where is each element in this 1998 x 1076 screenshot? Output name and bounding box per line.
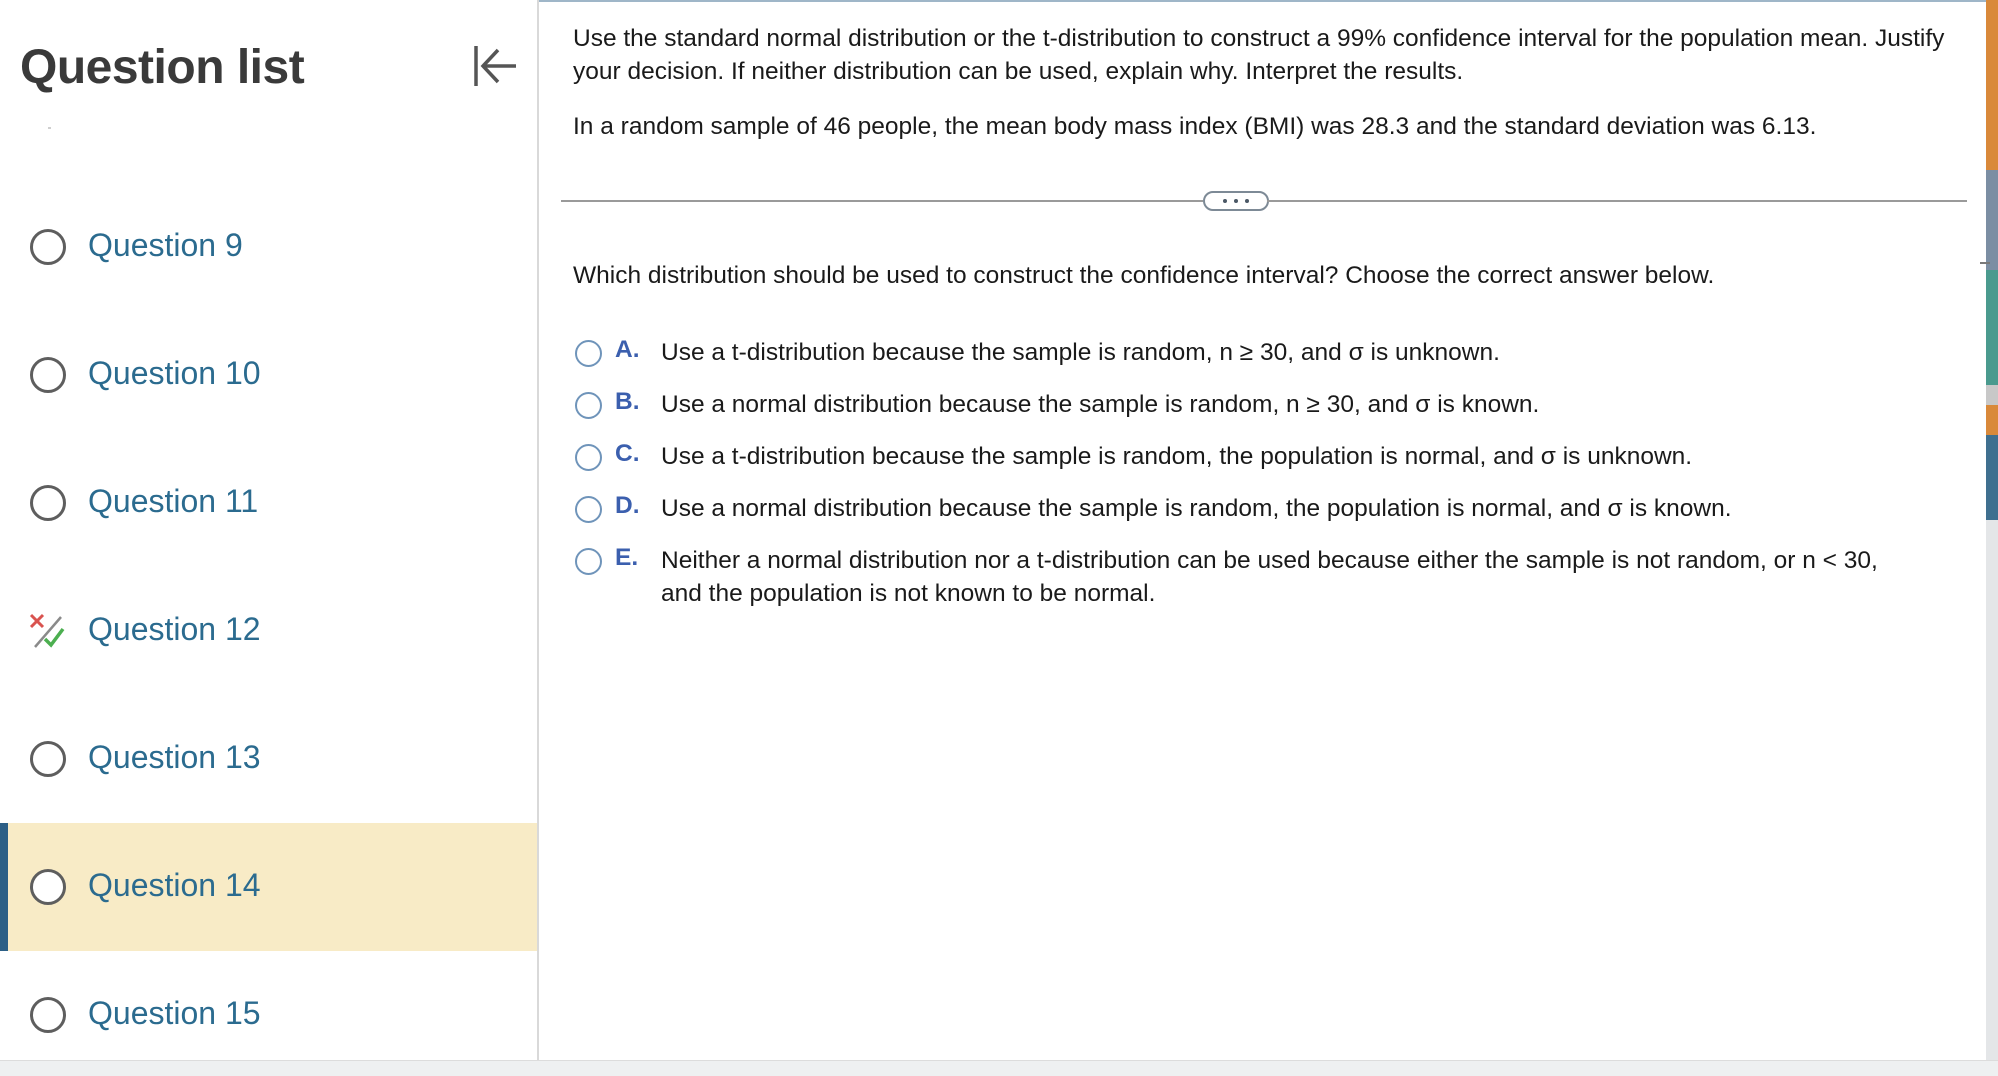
divider	[561, 200, 1203, 202]
option-radio[interactable]	[575, 444, 602, 471]
question-item-12[interactable]	[0, 567, 537, 695]
edge-segment	[1986, 170, 1998, 270]
question-label: Question 13	[88, 739, 261, 775]
question-label: Question 10	[88, 355, 261, 391]
option-text: Use a t-distribution because the sample is random, n ≥ 30, and σ is unknown.	[661, 339, 1500, 366]
bottom-bar	[0, 1060, 1998, 1076]
question-item-9[interactable]	[0, 183, 537, 311]
ellipsis-icon	[1234, 199, 1238, 203]
option-letter: E.	[615, 544, 639, 571]
edge-segment	[1986, 270, 1998, 385]
question-panel	[541, 0, 1963, 1060]
option-text: Use a t-distribution because the sample is random, the population is normal, and σ is unknown.	[661, 443, 1693, 470]
ellipsis-icon	[1223, 199, 1227, 203]
edge-segment	[1986, 405, 1998, 435]
option-radio[interactable]	[575, 392, 602, 419]
radio-empty-icon	[30, 997, 66, 1033]
sidebar-header	[0, 0, 539, 140]
option-letter: C.	[615, 440, 640, 467]
question-item-11[interactable]	[0, 439, 537, 567]
option-text: Use a normal distribution because the sample is random, n ≥ 30, and σ is known.	[661, 391, 1540, 418]
sidebar-title: Question list	[20, 41, 305, 94]
question-list-sidebar	[0, 0, 539, 1060]
question-label: Question 15	[88, 995, 261, 1031]
radio-empty-icon	[30, 229, 66, 265]
ellipsis-icon	[1245, 199, 1249, 203]
collapse-sidebar-button[interactable]	[466, 38, 522, 94]
question-item-14-current[interactable]	[0, 823, 537, 951]
edge-tick	[1980, 262, 1990, 264]
question-label: Question 11	[88, 483, 259, 519]
decorative-dot	[48, 127, 51, 129]
option-radio[interactable]	[575, 340, 602, 367]
option-radio[interactable]	[575, 496, 602, 523]
edge-segment	[1986, 0, 1998, 170]
option-text: Neither a normal distribution nor a t-distribution can be used because either the sample is not random, or n < 30, and the population is not known to be normal.	[661, 547, 1878, 607]
question-item-10[interactable]	[0, 311, 537, 439]
option-text: Use a normal distribution because the sample is random, the population is normal, and σ is known.	[661, 495, 1732, 522]
question-items	[0, 183, 537, 1076]
radio-empty-icon	[30, 485, 66, 521]
option-radio[interactable]	[575, 548, 602, 575]
partial-credit-icon	[27, 611, 67, 651]
expand-more-button[interactable]	[1203, 191, 1269, 211]
option-letter: B.	[615, 388, 640, 415]
radio-empty-icon	[30, 869, 66, 905]
option-letter: A.	[615, 336, 640, 363]
divider	[1267, 200, 1967, 202]
question-text: Use the standard normal distribution or the t-distribution to construct a 99% confidence interval for the population mean. Justify your decision. If neither distribution can be used, explain why. Interpret the results.	[573, 25, 1945, 85]
question-label: Question 12	[88, 611, 261, 647]
radio-empty-icon	[30, 741, 66, 777]
answer-prompt: Which distribution should be used to construct the confidence interval? Choose the correct answer below.	[573, 262, 1715, 289]
question-item-13[interactable]	[0, 695, 537, 823]
collapse-left-icon	[466, 38, 522, 94]
radio-empty-icon	[30, 357, 66, 393]
question-data: In a random sample of 46 people, the mean body mass index (BMI) was 28.3 and the standard deviation was 6.13.	[573, 113, 1817, 140]
question-item-15[interactable]	[0, 951, 537, 1076]
edge-segment	[1986, 435, 1998, 520]
option-letter: D.	[615, 492, 640, 519]
question-label: Question 9	[88, 227, 243, 263]
question-label: Question 14	[88, 867, 261, 903]
edge-segment	[1986, 385, 1998, 405]
